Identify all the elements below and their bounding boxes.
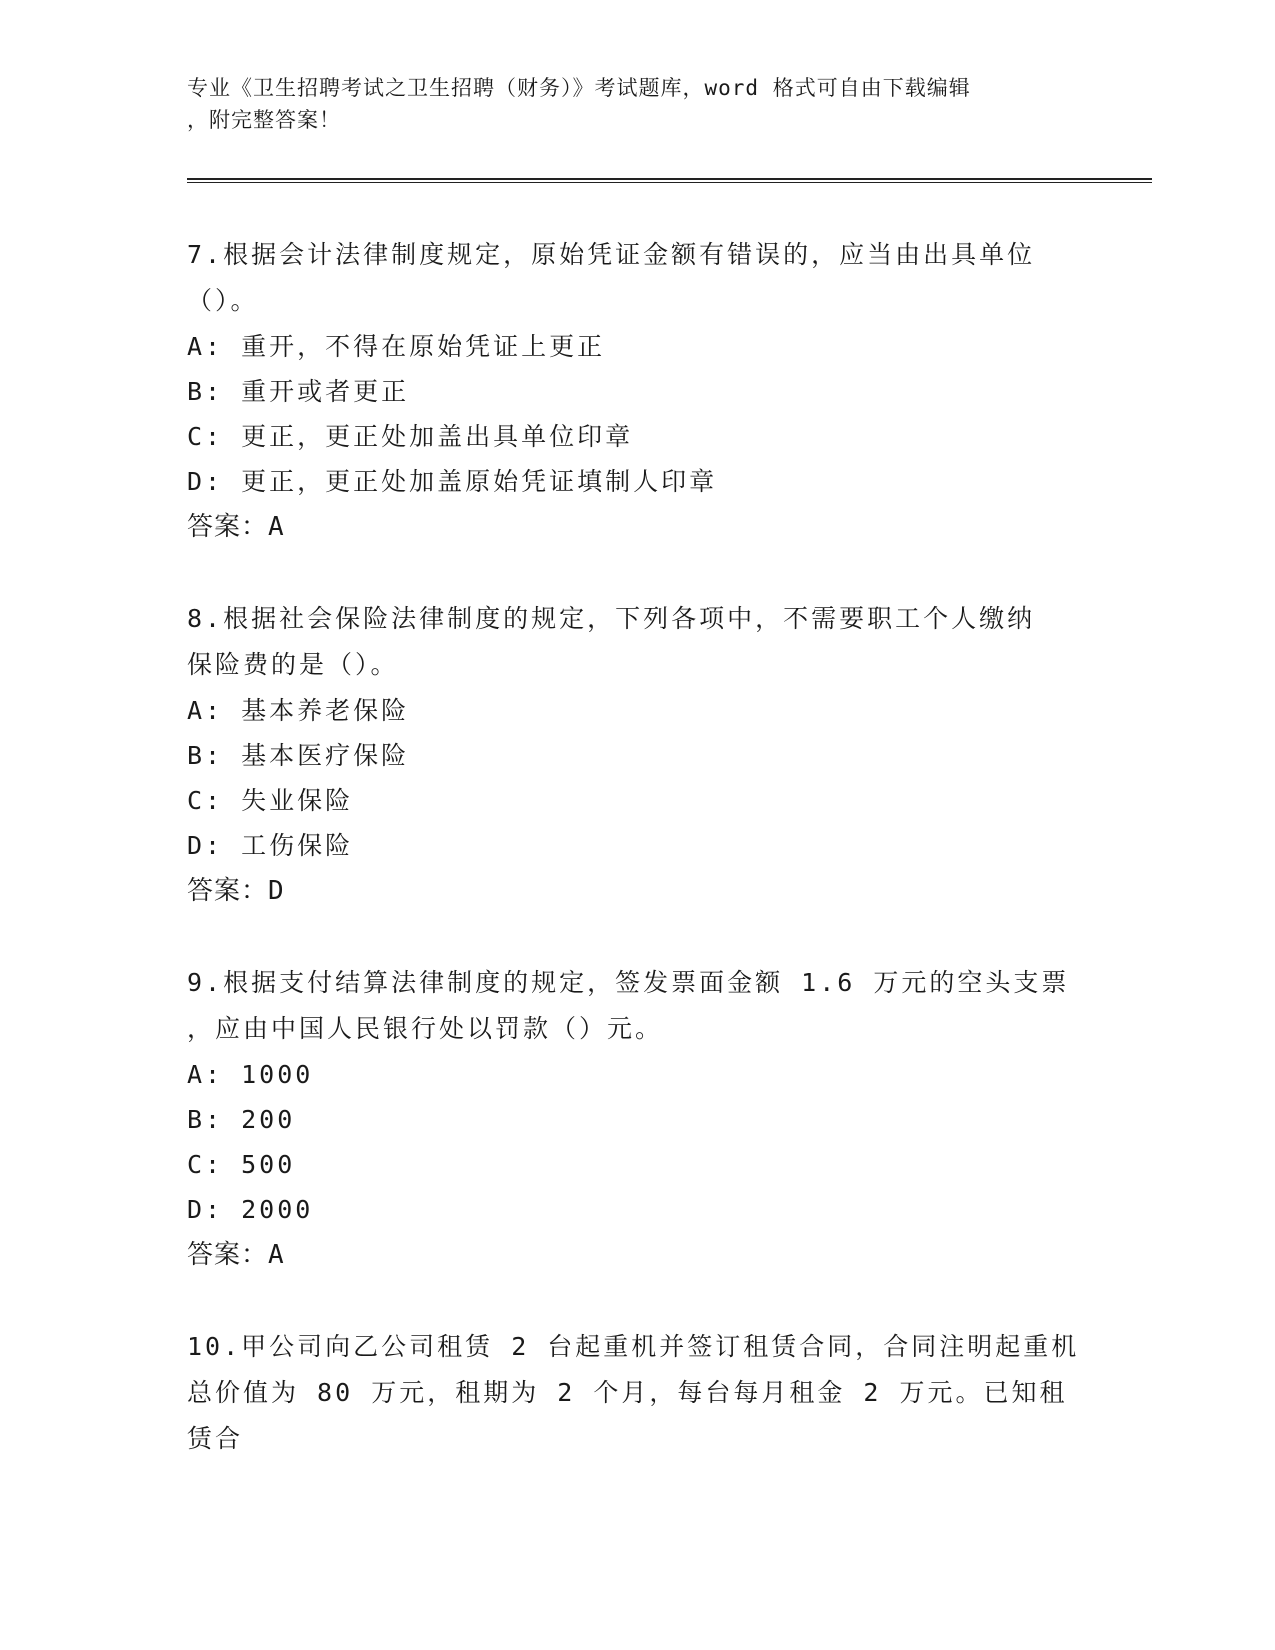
option-c [187, 414, 1087, 459]
option-key: D: [187, 467, 224, 496]
option-text: 更正，更正处加盖原始凭证填制人印章 [241, 467, 718, 496]
option-b [187, 369, 1087, 414]
option-d [187, 459, 1087, 504]
question-9 [187, 960, 1087, 1278]
question-stem: 9.根据支付结算法律制度的规定，签发票面金额 1.6 万元的空头支票 ，应由中国人民银行处以罚款（）元。 [187, 968, 1070, 1043]
answer-value: A [268, 512, 285, 542]
option-text: 工伤保险 [241, 831, 354, 860]
answer-line [187, 1232, 1087, 1278]
option-key: B: [187, 741, 224, 770]
option-key: A: [187, 332, 224, 361]
answer-line [187, 868, 1087, 914]
option-key: B: [187, 377, 224, 406]
option-key: C: [187, 1150, 224, 1179]
option-text: 500 [241, 1150, 296, 1179]
option-d [187, 1187, 1087, 1232]
option-a [187, 324, 1087, 369]
option-text: 基本养老保险 [241, 696, 410, 725]
option-key: D: [187, 1195, 224, 1224]
option-key: C: [187, 786, 224, 815]
option-text: 基本医疗保险 [241, 741, 410, 770]
option-text: 200 [241, 1105, 296, 1134]
option-text: 1000 [241, 1060, 314, 1089]
option-b [187, 1097, 1087, 1142]
question-8 [187, 596, 1087, 914]
option-a [187, 1052, 1087, 1097]
option-c [187, 1142, 1087, 1187]
option-a [187, 688, 1087, 733]
option-key: C: [187, 422, 224, 451]
question-stem: 8.根据社会保险法律制度的规定，下列各项中，不需要职工个人缴纳 保险费的是（）。 [187, 604, 1036, 679]
answer-label: 答案： [187, 876, 269, 906]
answer-value: A [268, 1240, 285, 1270]
option-text: 重开，不得在原始凭证上更正 [241, 332, 606, 361]
header-divider [187, 178, 1152, 183]
answer-value: D [268, 876, 285, 906]
question-stem: 10.甲公司向乙公司租赁 2 台起重机并签订租赁合同，合同注明起重机 总价值为 80 万元，租期为 2 个月，每台每月租金 2 万元。已知租赁合 [187, 1332, 1080, 1453]
answer-line [187, 504, 1087, 550]
question-10 [187, 1324, 1087, 1462]
question-7 [187, 232, 1087, 550]
option-b [187, 733, 1087, 778]
option-key: B: [187, 1105, 224, 1134]
option-key: A: [187, 696, 224, 725]
option-d [187, 823, 1087, 868]
option-c [187, 778, 1087, 823]
answer-label: 答案： [187, 512, 269, 542]
answer-label: 答案： [187, 1240, 269, 1270]
option-key: A: [187, 1060, 224, 1089]
option-key: D: [187, 831, 224, 860]
option-text: 更正，更正处加盖出具单位印章 [241, 422, 634, 451]
question-stem: 7.根据会计法律制度规定，原始凭证金额有错误的，应当由出具单位 （）。 [187, 240, 1036, 315]
document-header: 专业《卫生招聘考试之卫生招聘（财务）》考试题库，word 格式可自由下载编辑 ，附完整答案！ [187, 76, 971, 132]
option-text: 2000 [241, 1195, 314, 1224]
option-text: 失业保险 [241, 786, 354, 815]
option-text: 重开或者更正 [241, 377, 410, 406]
